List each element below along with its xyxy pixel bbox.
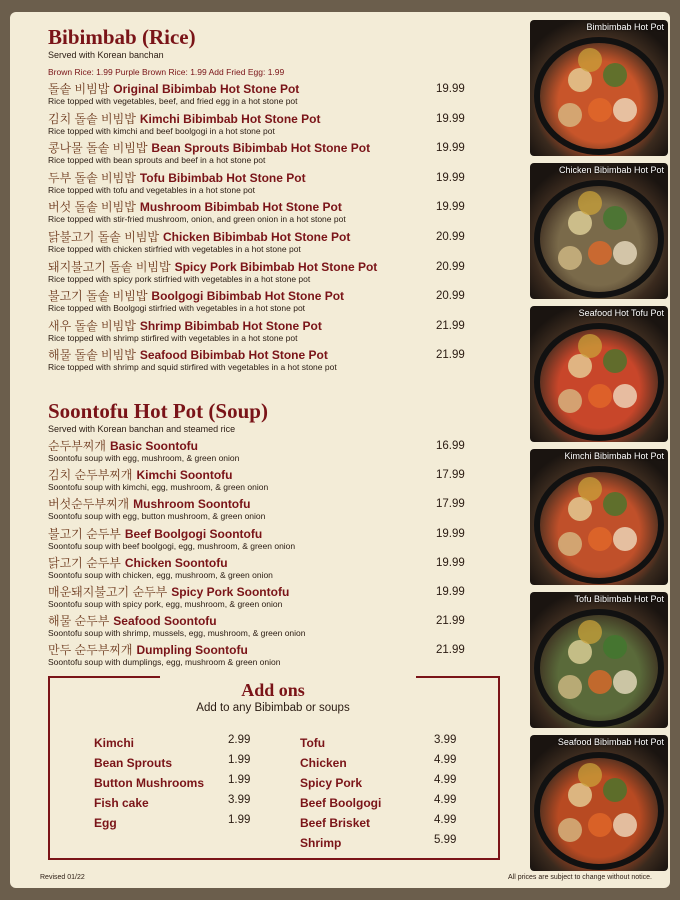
bibimbab-item <box>48 348 488 378</box>
addon-name: Beef Brisket <box>300 816 371 830</box>
item-heading <box>48 497 488 511</box>
soontofu-item <box>48 556 488 585</box>
addon-name: Kimchi <box>94 736 135 750</box>
item-korean-name: 돌솥 비빔밥 <box>48 82 110 96</box>
ingredient <box>578 191 602 215</box>
bibimbab-subtitle: Served with Korean banchan <box>48 50 164 60</box>
item-korean-name: 닭고기 순두부 <box>48 555 121 570</box>
item-price: 21.99 <box>436 644 465 657</box>
addon-row <box>94 734 274 754</box>
addon-price: 2.99 <box>228 734 251 746</box>
item-korean-name: 김치 순두부찌개 <box>48 468 133 483</box>
bibimbab-item <box>48 319 488 349</box>
item-name: Shrimp Bibimbab Hot Stone Pot <box>139 318 322 333</box>
ingredient <box>558 818 582 842</box>
item-korean-name: 매운돼지불고기 순두부 <box>48 584 168 599</box>
item-korean-name: 불고기 돌솥 비빔밥 <box>48 289 148 304</box>
addon-row <box>300 834 480 854</box>
soontofu-item <box>48 643 488 672</box>
item-description: Rice topped with spicy pork stirfried with vegetables in a hot stone pot <box>48 273 311 284</box>
soontofu-section <box>48 400 488 673</box>
addon-name: Beef Boolgogi <box>300 796 382 810</box>
bibimbab-list <box>48 82 488 378</box>
item-korean-name: 순두부찌개 <box>48 438 106 453</box>
item-price: 19.99 <box>436 171 465 184</box>
item-heading <box>48 200 488 214</box>
soontofu-item <box>48 527 488 556</box>
item-heading <box>48 141 488 155</box>
item-description: Soontofu soup with egg, button mushroom, & green onion <box>48 511 266 522</box>
bibimbab-item <box>48 260 488 290</box>
item-price: 19.99 <box>436 585 465 598</box>
addon-row <box>300 754 480 774</box>
ingredient <box>578 763 602 787</box>
ingredient <box>603 349 627 373</box>
menu-page <box>10 12 670 888</box>
item-name: Mushroom Soontofu <box>133 497 251 512</box>
addon-price: 1.99 <box>228 774 251 786</box>
seafood-bibimbab-photo <box>530 735 668 871</box>
item-price: 16.99 <box>436 439 465 452</box>
menu-content <box>48 26 488 672</box>
addons-frame-top-left <box>48 676 160 678</box>
item-heading <box>48 171 488 185</box>
item-korean-name: 버섯순두부찌개 <box>48 497 130 512</box>
item-price: 21.99 <box>436 349 465 362</box>
addon-name: Spicy Pork <box>300 776 363 790</box>
item-korean-name: 해물 돌솥 비빔밥 <box>48 348 136 363</box>
bibimbab-item <box>48 82 488 112</box>
addon-price: 3.99 <box>434 734 457 746</box>
item-description: Rice topped with tofu and vegetables in a hot stone pot <box>48 184 255 195</box>
soontofu-subtitle: Served with Korean banchan and steamed rice <box>48 423 236 434</box>
bibimbab-item <box>48 112 488 142</box>
item-name: Mushroom Bibimbab Hot Stone Pot <box>139 200 342 215</box>
item-name: Spicy Pork Bibimbab Hot Stone Pot <box>174 259 378 274</box>
bibimbab-item <box>48 171 488 201</box>
addon-price: 1.99 <box>228 814 251 826</box>
item-price: 17.99 <box>436 498 465 511</box>
item-description: Rice topped with stir-fried mushroom, onion, and green onion in a hot stone pot <box>48 214 346 225</box>
soontofu-list <box>48 439 488 673</box>
ingredient <box>588 813 612 837</box>
item-name: Basic Soontofu <box>109 438 198 453</box>
item-name: Chicken Bibimbab Hot Stone Pot <box>163 229 351 244</box>
addon-row <box>94 794 274 814</box>
item-name: Original Bibimbab Hot Stone Pot <box>113 82 300 96</box>
photo-label: Seafood Bibimbab Hot Pot <box>557 737 664 747</box>
bibimbab-item <box>48 200 488 230</box>
item-description: Soontofu soup with kimchi, egg, mushroom, & green onion <box>48 482 269 493</box>
item-korean-name: 버섯 돌솥 비빔밥 <box>48 200 136 215</box>
addon-price: 4.99 <box>434 754 457 766</box>
item-description: Soontofu soup with shrimp, mussels, egg, mushroom, & green onion <box>48 628 306 639</box>
item-korean-name: 김치 돌솥 비빔밥 <box>48 111 136 126</box>
item-description: Soontofu soup with beef boolgogi, egg, mushroom, & green onion <box>48 540 296 551</box>
ingredient <box>588 98 612 122</box>
item-description: Soontofu soup with chicken, egg, mushroom, & green onion <box>48 569 273 580</box>
item-heading <box>48 289 488 303</box>
ingredient <box>603 206 627 230</box>
ingredient <box>558 675 582 699</box>
item-heading <box>48 556 488 570</box>
addons-left-column <box>94 734 274 834</box>
addon-price: 3.99 <box>228 794 251 806</box>
photo-column <box>530 20 670 878</box>
bibimbab-item <box>48 230 488 260</box>
item-name: Chicken Soontofu <box>124 555 228 570</box>
item-heading <box>48 468 488 482</box>
ingredient <box>603 635 627 659</box>
addon-price: 5.99 <box>434 834 457 846</box>
ingredient <box>613 384 637 408</box>
ingredient <box>558 389 582 413</box>
addon-row <box>94 754 274 774</box>
item-korean-name: 만두 순두부찌개 <box>48 643 133 658</box>
soontofu-item <box>48 439 488 468</box>
addon-row <box>94 814 274 834</box>
item-name: Bean Sprouts Bibimbab Hot Stone Pot <box>151 141 371 156</box>
item-heading <box>48 439 488 453</box>
ingredient <box>603 778 627 802</box>
item-description: Rice topped with kimchi and beef boolgogi in a hot stone pot <box>48 125 275 136</box>
item-description: Soontofu soup with egg, mushroom, & green onion <box>48 452 240 463</box>
item-name: Seafood Soontofu <box>113 614 217 629</box>
rice-options: Brown Rice: 1.99 Purple Brown Rice: 1.99 Add Fried Egg: 1.99 <box>48 67 285 77</box>
seafood-tofu-photo <box>530 306 668 442</box>
addons-frame-top-right <box>416 676 498 678</box>
ingredient <box>558 532 582 556</box>
addon-name: Tofu <box>300 736 326 750</box>
item-heading <box>48 112 488 126</box>
item-name: Boolgogi Bibimbab Hot Stone Pot <box>151 289 345 304</box>
addon-row <box>300 814 480 834</box>
price-disclaimer: All prices are subject to change without notice. <box>508 874 652 881</box>
item-price: 20.99 <box>436 230 465 243</box>
item-name: Kimchi Soontofu <box>136 468 233 483</box>
item-price: 19.99 <box>436 112 465 125</box>
photo-label: Tofu Bibimbab Hot Pot <box>574 594 664 604</box>
item-heading <box>48 614 488 628</box>
addon-row <box>300 794 480 814</box>
bibimbab-item <box>48 289 488 319</box>
soontofu-title: Soontofu Hot Pot (Soup) <box>48 398 268 423</box>
item-name: Beef Boolgogi Soontofu <box>124 526 263 541</box>
item-heading <box>48 643 488 657</box>
item-price: 19.99 <box>436 556 465 569</box>
addon-name: Button Mushrooms <box>94 776 204 790</box>
addon-name: Egg <box>94 816 117 830</box>
bibimbab-title: Bibimbab (Rice) <box>48 25 196 49</box>
ingredient <box>613 98 637 122</box>
food-illustration <box>530 163 668 299</box>
item-heading <box>48 585 488 599</box>
ingredient <box>613 527 637 551</box>
item-description: Rice topped with shrimp stirfired with vegetables in a hot stone pot <box>48 332 298 343</box>
food-illustration <box>530 449 668 585</box>
item-korean-name: 해물 순두부 <box>48 614 110 629</box>
ingredient <box>578 334 602 358</box>
item-name: Tofu Bibimbab Hot Stone Pot <box>139 170 306 185</box>
item-price: 19.99 <box>436 527 465 540</box>
addon-name: Chicken <box>300 756 347 770</box>
item-description: Rice topped with shrimp and squid stirfired with vegetables in a hot stone pot <box>48 362 337 373</box>
bibimbab-section <box>48 26 488 378</box>
item-korean-name: 콩나물 돌솥 비빔밥 <box>48 141 148 156</box>
food-illustration <box>530 592 668 728</box>
tofu-bibimbab-photo <box>530 592 668 728</box>
bibimbab-item <box>48 141 488 171</box>
ingredient <box>558 103 582 127</box>
ingredient <box>588 670 612 694</box>
ingredient <box>613 241 637 265</box>
ingredient <box>588 241 612 265</box>
food-illustration <box>530 735 668 871</box>
addon-row <box>300 734 480 754</box>
chicken-bibimbab-photo <box>530 163 668 299</box>
addons-right-column <box>300 734 480 854</box>
photo-label: Kimchi Bibimbab Hot Pot <box>564 451 664 461</box>
item-heading <box>48 348 488 362</box>
ingredient <box>603 492 627 516</box>
item-heading <box>48 260 488 274</box>
item-price: 17.99 <box>436 469 465 482</box>
revised-date: Revised 01/22 <box>40 874 85 881</box>
ingredient <box>588 384 612 408</box>
addons-subtitle: Add to any Bibimbab or soups <box>196 702 350 714</box>
item-price: 20.99 <box>436 290 465 303</box>
item-name: Dumpling Soontofu <box>136 643 248 658</box>
item-korean-name: 두부 돌솥 비빔밥 <box>48 170 136 185</box>
item-price: 21.99 <box>436 319 465 332</box>
item-description: Rice topped with bean sprouts and beef in a hot stone pot <box>48 155 266 166</box>
photo-label: Seafood Hot Tofu Pot <box>578 308 664 318</box>
item-heading <box>48 82 488 96</box>
item-description: Soontofu soup with spicy pork, egg, mushroom, & green onion <box>48 598 283 609</box>
addon-price: 4.99 <box>434 814 457 826</box>
ingredient <box>578 620 602 644</box>
item-heading <box>48 527 488 541</box>
addon-name: Fish cake <box>94 796 149 810</box>
addon-name: Bean Sprouts <box>94 756 173 770</box>
item-korean-name: 닭불고기 돌솥 비빔밥 <box>48 229 159 244</box>
item-description: Rice topped with chicken stirfried with vegetables in a hot stone pot <box>48 243 301 254</box>
item-price: 19.99 <box>436 142 465 155</box>
item-korean-name: 돼지불고기 돌솥 비빔밥 <box>48 259 171 274</box>
item-name: Seafood Bibimbab Hot Stone Pot <box>139 348 328 363</box>
item-name: Spicy Pork Soontofu <box>171 584 290 599</box>
ingredient <box>588 527 612 551</box>
item-description: Rice topped with vegetables, beef, and fried egg in a hot stone pot <box>48 96 298 106</box>
bibimbab-photo <box>530 20 668 156</box>
item-korean-name: 새우 돌솥 비빔밥 <box>48 318 136 333</box>
soontofu-item <box>48 497 488 526</box>
ingredient <box>603 63 627 87</box>
addon-name: Shrimp <box>300 836 342 850</box>
soontofu-item <box>48 614 488 643</box>
item-name: Kimchi Bibimbab Hot Stone Pot <box>139 111 321 126</box>
item-price: 19.99 <box>436 201 465 214</box>
ingredient <box>578 48 602 72</box>
addon-price: 1.99 <box>228 754 251 766</box>
addon-price: 4.99 <box>434 774 457 786</box>
addon-row <box>300 774 480 794</box>
item-heading <box>48 319 488 333</box>
item-price: 21.99 <box>436 615 465 628</box>
food-illustration <box>530 306 668 442</box>
soontofu-item <box>48 468 488 497</box>
item-price: 20.99 <box>436 260 465 273</box>
addon-row <box>94 774 274 794</box>
kimchi-bibimbab-photo <box>530 449 668 585</box>
ingredient <box>613 670 637 694</box>
item-description: Rice topped with Boolgogi stirfried with vegetables in a hot stone pot <box>48 303 306 314</box>
addons-box <box>48 676 498 860</box>
addon-price: 4.99 <box>434 794 457 806</box>
ingredient <box>558 246 582 270</box>
photo-label: Bimbimbab Hot Pot <box>586 22 664 32</box>
ingredient <box>613 813 637 837</box>
item-description: Soontofu soup with dumplings, egg, mushroom & green onion <box>48 657 281 668</box>
ingredient <box>578 477 602 501</box>
item-korean-name: 불고기 순두부 <box>48 526 121 541</box>
addons-title: Add ons <box>241 680 305 700</box>
item-heading <box>48 230 488 244</box>
soontofu-item <box>48 585 488 614</box>
food-illustration <box>530 20 668 156</box>
photo-label: Chicken Bibimbab Hot Pot <box>558 165 664 175</box>
item-price: 19.99 <box>436 83 465 95</box>
